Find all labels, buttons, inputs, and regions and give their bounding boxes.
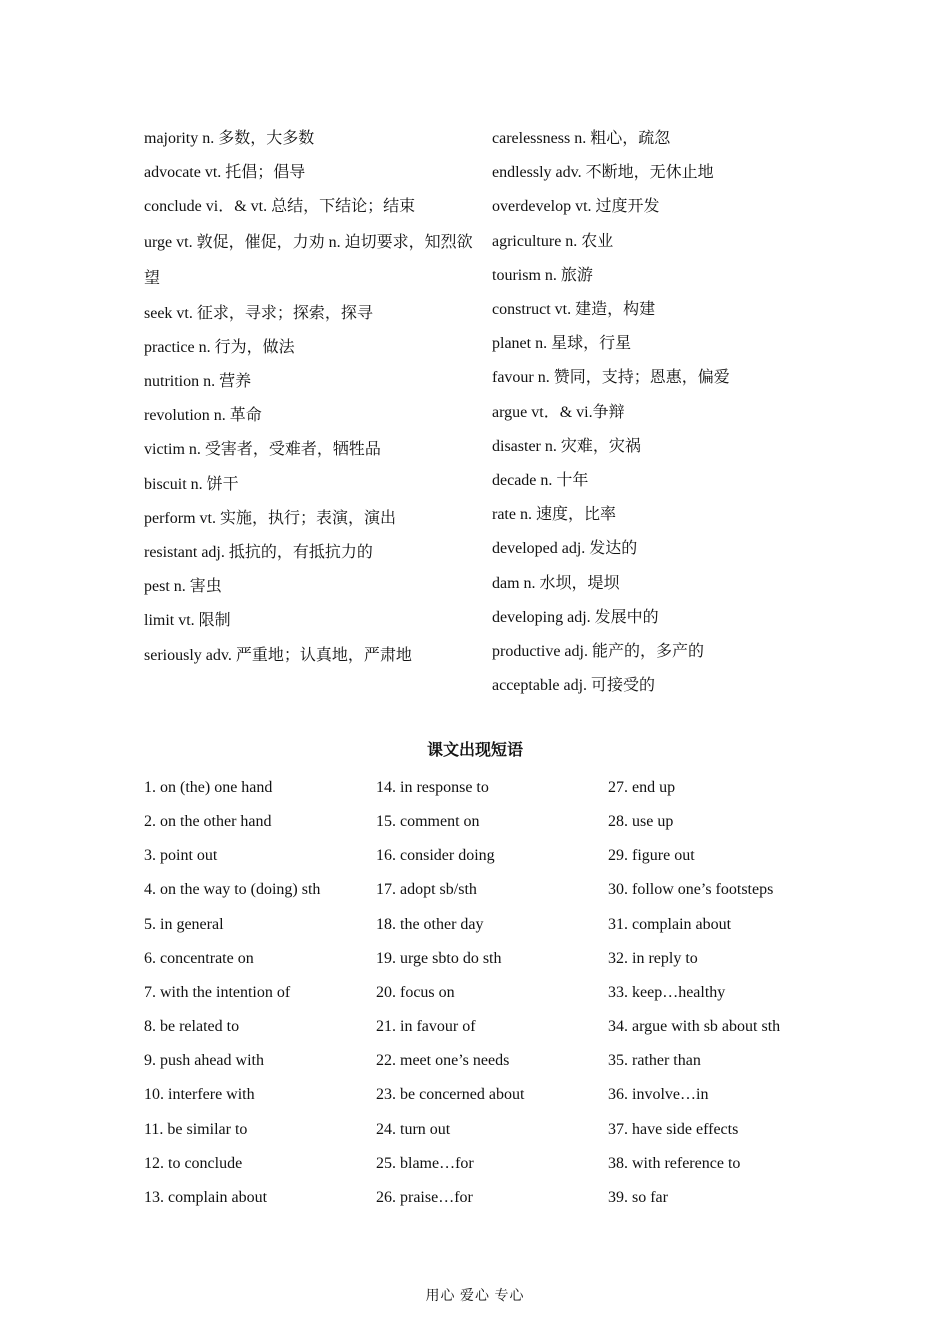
phrase-item: 11. be similar to	[144, 1120, 248, 1138]
phrase-item: 38. with reference to	[608, 1154, 741, 1172]
phrase-item: 21. in favour of	[376, 1018, 476, 1036]
vocab-item: argue vt．& vi.争辩	[492, 403, 625, 421]
vocab-item: pest n. 害虫	[144, 578, 222, 596]
vocab-item: carelessness n. 粗心，疏忽	[492, 130, 671, 147]
phrase-item: 2. on the other hand	[144, 813, 272, 831]
phrase-item: 13. complain about	[144, 1188, 268, 1206]
phrase-item: 1. on (the) one hand	[144, 779, 273, 796]
phrase-item: 32. in reply to	[608, 949, 698, 967]
phrase-item: 34. argue with sb about sth	[608, 1018, 781, 1036]
phrase-item: 24. turn out	[376, 1120, 451, 1138]
vocab-item: agriculture n. 农业	[492, 232, 614, 250]
phrase-item: 14. in response to	[376, 779, 489, 796]
phrase-item: 25. blame…for	[376, 1154, 474, 1172]
phrase-item: 18. the other day	[376, 915, 484, 933]
phrase-item: 5. in general	[144, 915, 224, 933]
phrase-item: 27. end up	[608, 779, 676, 796]
vocab-item: construct vt. 建造，构建	[492, 301, 656, 319]
phrase-item: 29. figure out	[608, 847, 695, 865]
vocab-item: favour n. 赞同，支持；恩惠，偏爱	[492, 369, 730, 387]
phrase-item: 22. meet one’s needs	[376, 1052, 510, 1070]
phrase-item: 4. on the way to (doing) sth	[144, 881, 321, 899]
phrases-section-title: 课文出现短语	[426, 742, 523, 759]
vocab-item: disaster n. 灾难，灾祸	[492, 437, 641, 455]
phrase-list-col-3	[608, 771, 858, 1215]
vocab-item: urge vt. 敦促，催促，力劝 n. 迫切要求，知烈欲望	[144, 233, 473, 287]
phrase-item: 30. follow one’s footsteps	[608, 881, 774, 899]
phrase-item: 9. push ahead with	[144, 1052, 264, 1070]
vocab-list-left	[144, 122, 474, 673]
phrase-item: 8. be related to	[144, 1018, 240, 1036]
phrase-item: 19. urge sbto do sth	[376, 949, 502, 967]
vocab-item: practice n. 行为，做法	[144, 338, 295, 356]
vocab-item: seriously adv. 严重地；认真地，严肃地	[144, 646, 412, 664]
page-footer: 用心 爱心 专心	[425, 1289, 525, 1304]
phrase-item: 10. interfere with	[144, 1086, 255, 1104]
phrase-item: 39. so far	[608, 1188, 668, 1206]
vocab-item: perform vt. 实施，执行；表演，演出	[144, 509, 396, 527]
vocab-item: limit vt. 限制	[144, 612, 231, 630]
vocab-item: biscuit n. 饼干	[144, 475, 239, 493]
phrase-item: 7. with the intention of	[144, 983, 291, 1001]
vocab-item: advocate vt. 托倡；倡导	[144, 164, 306, 182]
phrase-item: 20. focus on	[376, 983, 455, 1001]
vocab-item: conclude vi．& vt. 总结，下结论；结束	[144, 198, 416, 216]
vocab-item: developed adj. 发达的	[492, 540, 638, 558]
phrase-item: 35. rather than	[608, 1052, 701, 1070]
vocab-item: resistant adj. 抵抗的，有抵抗力的	[144, 544, 373, 562]
phrase-item: 36. involve…in	[608, 1086, 709, 1104]
vocab-item: acceptable adj. 可接受的	[492, 677, 656, 695]
vocab-list-right	[492, 122, 812, 703]
phrase-item: 6. concentrate on	[144, 949, 254, 967]
phrase-item: 33. keep…healthy	[608, 983, 726, 1001]
phrase-item: 23. be concerned about	[376, 1086, 525, 1104]
vocab-item: revolution n. 革命	[144, 407, 262, 425]
phrase-item: 17. adopt sb/sth	[376, 881, 477, 899]
vocab-item: tourism n. 旅游	[492, 266, 593, 284]
phrase-item: 15. comment on	[376, 813, 480, 831]
phrase-item: 26. praise…for	[376, 1188, 473, 1206]
vocab-item: dam n. 水坝，堤坝	[492, 574, 620, 592]
vocab-item: rate n. 速度，比率	[492, 506, 616, 524]
phrase-item: 12. to conclude	[144, 1154, 243, 1172]
phrase-list-col-2	[376, 771, 606, 1215]
phrase-item: 37. have side effects	[608, 1120, 739, 1138]
phrase-list-col-1	[144, 771, 374, 1215]
vocab-item: productive adj. 能产的，多产的	[492, 643, 704, 661]
vocab-item: decade n. 十年	[492, 472, 589, 490]
vocab-item: planet n. 星球，行星	[492, 335, 632, 353]
vocab-item: victim n. 受害者，受难者，牺牲品	[144, 441, 381, 459]
phrase-item: 3. point out	[144, 847, 218, 865]
phrase-item: 31. complain about	[608, 915, 732, 933]
vocab-item: nutrition n. 营养	[144, 373, 252, 391]
phrase-item: 28. use up	[608, 813, 674, 831]
vocab-item: overdevelop vt. 过度开发	[492, 198, 660, 216]
vocab-item: endlessly adv. 不断地，无休止地	[492, 164, 714, 182]
vocab-item: developing adj. 发展中的	[492, 608, 659, 626]
vocab-item: majority n. 多数，大多数	[144, 130, 315, 147]
phrase-item: 16. consider doing	[376, 847, 495, 865]
vocab-item: seek vt. 征求，寻求；探索，探寻	[144, 304, 373, 322]
